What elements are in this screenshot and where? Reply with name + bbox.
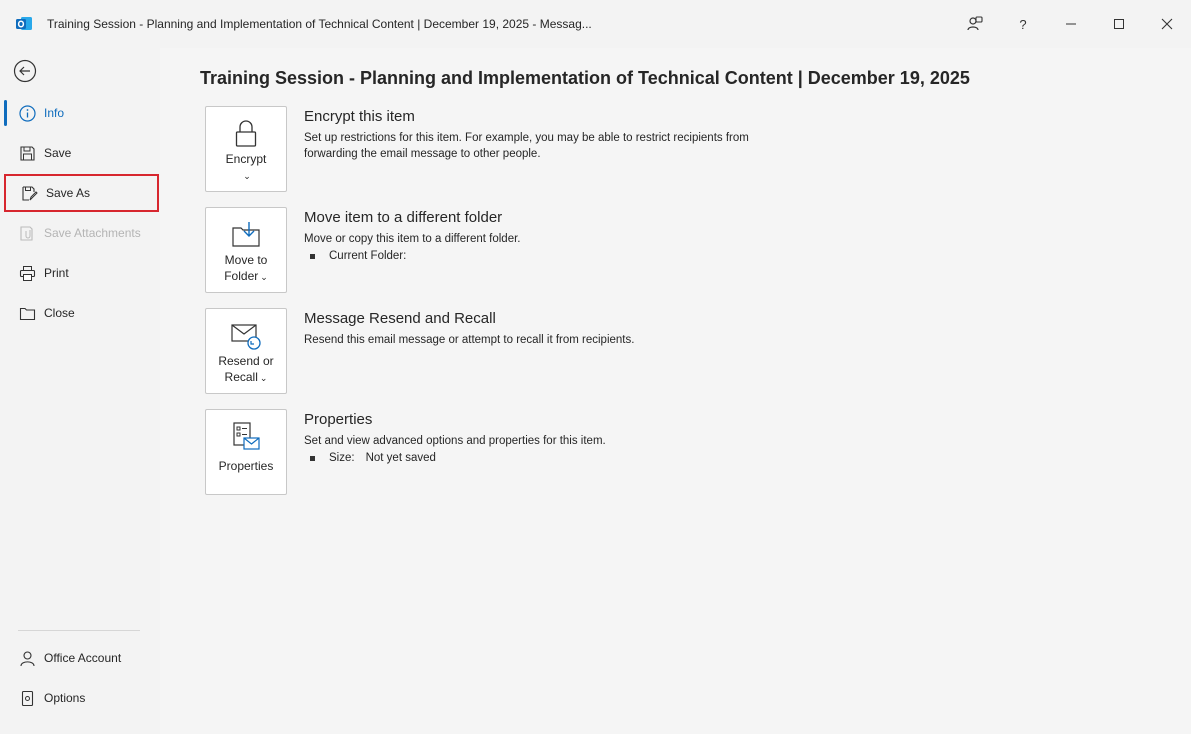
print-icon (18, 264, 36, 282)
tile-label: Properties (218, 459, 274, 473)
feedback-icon (966, 15, 984, 33)
maximize-icon (1113, 18, 1125, 30)
title-bar (0, 0, 1191, 48)
sidebar-item-label: Office Account (44, 651, 122, 665)
back-arrow-icon[interactable] (13, 59, 37, 83)
section-description: Set up restrictions for this item. For example, you may be able to restrict recipients from forwarding the email message to other people. (304, 132, 749, 160)
sidebar-item-options[interactable] (4, 679, 159, 717)
sidebar-item-office-account[interactable] (4, 639, 159, 677)
tile-label: Recall (224, 370, 258, 384)
size-row (304, 452, 754, 464)
size-value: Not yet saved (365, 452, 436, 464)
section-heading: Message Resend and Recall (304, 310, 496, 327)
active-indicator (4, 100, 7, 126)
backstage-sidebar (0, 48, 160, 734)
encrypt-section (304, 108, 754, 162)
sidebar-item-save[interactable] (4, 134, 159, 172)
feedback-button[interactable] (960, 12, 990, 36)
current-folder-label: Current Folder: (329, 250, 407, 262)
sidebar-item-label: Close (44, 306, 75, 320)
close-window-button[interactable] (1152, 12, 1182, 36)
envelope-recall-icon (230, 321, 262, 351)
resend-recall-section (304, 310, 754, 348)
properties-icon (231, 422, 261, 452)
tile-label: Resend or (218, 354, 274, 368)
size-label: Size: (329, 452, 355, 464)
minimize-icon (1065, 18, 1077, 30)
save-icon (18, 144, 36, 162)
move-folder-icon (231, 220, 261, 250)
minimize-button[interactable] (1056, 12, 1086, 36)
properties-button[interactable] (205, 409, 287, 495)
tile-label: Folder (224, 269, 259, 283)
section-description: Move or copy this item to a different folder. (304, 233, 521, 245)
sidebar-divider (18, 630, 140, 631)
section-heading: Move item to a different folder (304, 209, 503, 226)
sidebar-item-info[interactable] (4, 94, 159, 132)
lock-icon (233, 119, 259, 149)
move-folder-section (304, 209, 754, 262)
outlook-logo-icon (15, 15, 33, 33)
tile-label: Encrypt (225, 152, 267, 166)
sidebar-item-print[interactable] (4, 254, 159, 292)
section-heading: Properties (304, 411, 373, 428)
page-title: Training Session - Planning and Implementation of Technical Content | December 19, 2025 (200, 68, 970, 88)
sidebar-item-label: Info (44, 106, 65, 120)
help-button[interactable]: ? (1019, 16, 1027, 32)
sidebar-item-label: Options (44, 691, 86, 705)
section-description: Resend this email message or attempt to recall it from recipients. (304, 334, 635, 346)
sidebar-item-label: Print (44, 266, 69, 280)
info-icon (18, 104, 36, 122)
save-as-icon (20, 184, 38, 202)
bullet-icon (310, 456, 315, 461)
close-icon (1161, 18, 1173, 30)
chevron-down-icon: ⌄ (243, 171, 251, 181)
sidebar-item-close[interactable] (4, 294, 159, 332)
person-icon (18, 649, 36, 667)
maximize-button[interactable] (1104, 12, 1134, 36)
chevron-down-icon: ⌄ (260, 272, 268, 282)
bullet-icon (310, 254, 315, 259)
section-heading: Encrypt this item (304, 108, 415, 125)
section-description: Set and view advanced options and properties for this item. (304, 435, 606, 447)
options-icon (18, 689, 36, 707)
resend-recall-button[interactable] (205, 308, 287, 394)
properties-section (304, 411, 754, 464)
encrypt-button[interactable] (205, 106, 287, 192)
sidebar-item-save-as[interactable] (4, 174, 159, 212)
current-folder-row (304, 250, 754, 262)
tile-label: Move to (224, 253, 268, 267)
chevron-down-icon: ⌄ (259, 373, 268, 383)
info-pane (160, 48, 1191, 734)
folder-icon (18, 304, 36, 322)
sidebar-item-label: Save Attachments (44, 226, 141, 240)
sidebar-item-save-attachments[interactable] (4, 214, 159, 252)
sidebar-item-label: Save (44, 146, 72, 160)
sidebar-item-label: Save As (46, 186, 91, 200)
window-title: Training Session - Planning and Implementation of Technical Content | December 19, 2025 - Messag... (47, 17, 592, 31)
save-attachments-icon (18, 224, 36, 242)
move-to-folder-button[interactable] (205, 207, 287, 293)
